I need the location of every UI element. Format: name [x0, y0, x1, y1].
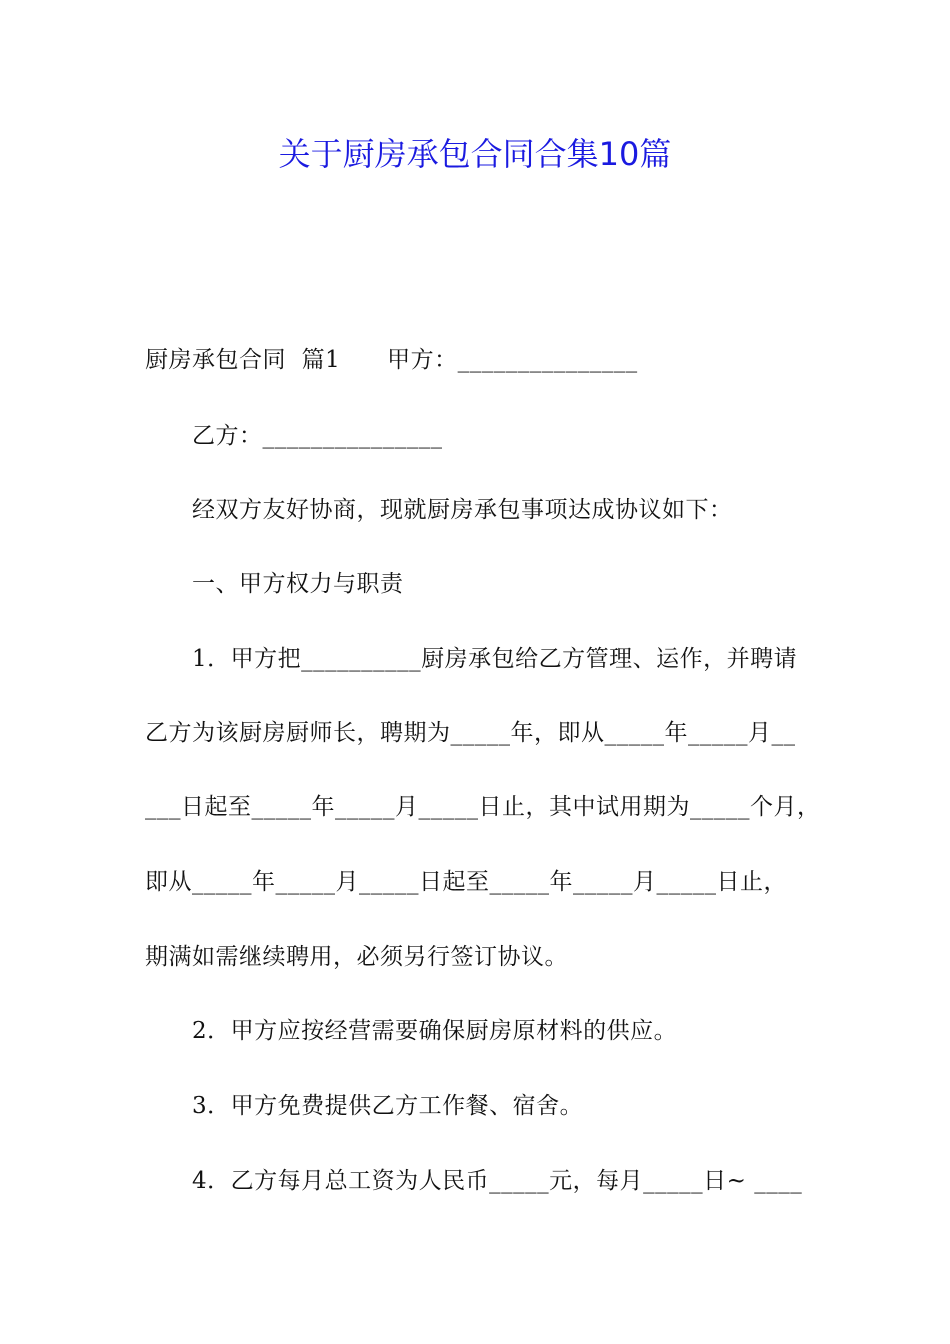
section-heading-party-a: 一、甲方权力与职责 — [192, 571, 404, 597]
clause-1-line-4: 即从_____年_____月_____日起至_____年_____月_____日止， — [145, 869, 787, 895]
clause-1-line-3: ___日起至_____年_____月_____日止，其中试用期为_____个月， — [145, 794, 821, 820]
clause-3-line: 3．甲方免费提供乙方工作餐、宿舍。 — [192, 1093, 584, 1119]
agreement-intro-paragraph: 经双方友好协商，现就厨房承包事项达成协议如下： — [192, 497, 733, 523]
document-title: 关于厨房承包合同合集10篇 — [278, 135, 672, 173]
party-b-line: 乙方：_______________ — [192, 423, 443, 449]
clause-4-line: 4．乙方每月总工资为人民币_____元，每月_____日~ ____ — [192, 1168, 803, 1194]
contract-heading-line: 厨房承包合同 篇1 甲方：_______________ — [145, 347, 638, 373]
clause-2-line: 2．甲方应按经营需要确保厨房原材料的供应。 — [192, 1018, 678, 1044]
clause-1-line-1: 1．甲方把__________厨房承包给乙方管理、运作，并聘请 — [192, 646, 798, 672]
clause-1-line-5: 期满如需继续聘用，必须另行签订协议。 — [145, 944, 568, 970]
clause-1-line-2: 乙方为该厨房厨师长，聘期为_____年，即从_____年_____月__ — [145, 720, 796, 746]
